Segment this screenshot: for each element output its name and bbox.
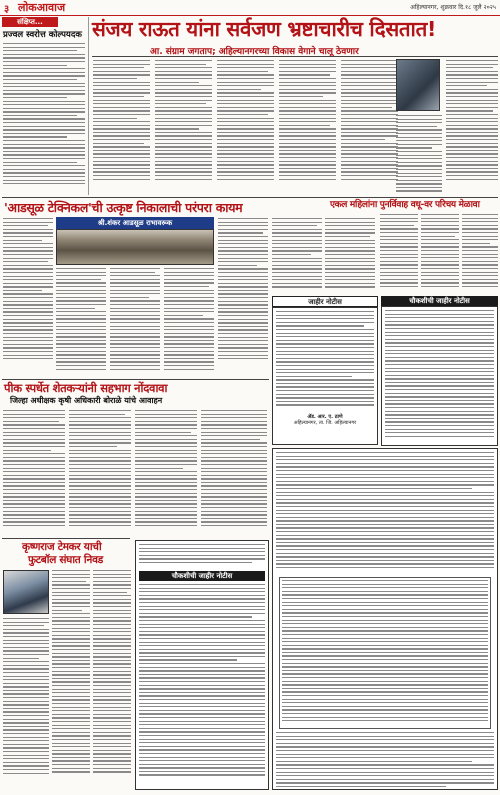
page-number: ३ bbox=[4, 4, 10, 15]
date-line: अहिल्यानगर, शुक्रवार दि.१८ जुलै २०२५ bbox=[410, 4, 496, 11]
story3-text-col-4 bbox=[201, 410, 267, 535]
public-notice-title: जाहीर नोटीस bbox=[272, 296, 378, 307]
story2-text-col-3 bbox=[110, 268, 160, 376]
lead-text-col-2 bbox=[155, 60, 212, 195]
lead-text-col-4 bbox=[279, 60, 336, 195]
students-group-photo bbox=[56, 229, 214, 265]
inquiry-notice-title: चौकशीची जाहीर नोटीस bbox=[139, 571, 265, 581]
sale-notice-box bbox=[381, 306, 498, 446]
story3-text-col-3 bbox=[135, 410, 197, 535]
player-photo bbox=[3, 570, 49, 614]
paper-name: लोकआवाज bbox=[18, 1, 66, 14]
story4-text-col-2 bbox=[93, 570, 131, 790]
lead-text-under-photo bbox=[396, 115, 442, 195]
sale-notice-title: चौकशीची जाहीर नोटीस bbox=[381, 296, 498, 306]
large-notice-box bbox=[272, 448, 498, 790]
lead-text-col-3 bbox=[217, 60, 274, 195]
divider bbox=[92, 56, 498, 57]
lead-text-col-7 bbox=[446, 60, 498, 195]
story3-headline: पीक स्पर्धेत शेतकऱ्यांनी सहभाग नोंदवावा bbox=[4, 381, 168, 395]
story2-text-col-6 bbox=[272, 218, 322, 294]
lead-text-col-1 bbox=[93, 60, 150, 195]
story5-headline: एकल महिलांना पुनर्विवाह वधू-वर परिचय मेळावा bbox=[330, 200, 480, 210]
story2-text-col-2 bbox=[56, 268, 106, 376]
story3-text-col-2 bbox=[69, 410, 131, 535]
story4-headline-line2: फुटबॉल संघात निवड bbox=[28, 554, 103, 566]
story5-text-col-3 bbox=[462, 214, 498, 294]
sankshipt-text bbox=[3, 43, 85, 193]
divider bbox=[2, 197, 498, 198]
inquiry-notice-box bbox=[135, 540, 269, 790]
column-divider bbox=[88, 17, 89, 195]
story2-text-col-4 bbox=[164, 268, 214, 376]
public-notice-box bbox=[272, 307, 378, 445]
story2-photo-banner: श्री.शंकर आडसूळ राभावरूक bbox=[56, 217, 214, 229]
story3-subheadline: जिल्हा अधीक्षक कृषी अधिकारी बोराळे यांचे आवाहन bbox=[10, 396, 163, 405]
advocate-name: ॲड. आर. ए. ठाणे bbox=[307, 414, 343, 420]
story5-text-col-2 bbox=[421, 214, 459, 294]
advocate-office: अहिल्यानगर, ता. जि. अहिल्यानगर bbox=[293, 420, 357, 426]
story4-headline-line1: कृष्णराज टेमकर याची bbox=[22, 541, 102, 553]
divider bbox=[2, 379, 269, 380]
story5-text-col-1 bbox=[380, 214, 418, 294]
story4-text-col-0 bbox=[3, 618, 49, 790]
notice-table bbox=[279, 577, 491, 729]
story2-text-col-1 bbox=[3, 218, 53, 376]
story2-text-col-5 bbox=[218, 218, 268, 376]
story4-text-col-1 bbox=[52, 570, 90, 790]
story3-text-col-1 bbox=[3, 410, 65, 535]
story2-headline: 'आडसूळ टेक्निकल'ची उत्कृष्ट निकालाची परंपरा कायम bbox=[4, 200, 243, 215]
sankshipt-tag: संक्षिप्त... bbox=[2, 17, 58, 27]
lead-text-col-5 bbox=[341, 60, 398, 195]
lead-subheadline: आ. संग्राम जगताप; अहिल्यानगरच्या विकास वेगाने चालू ठेवणार bbox=[150, 47, 359, 57]
lead-headline: संजय राऊत यांना सर्वजण भ्रष्टाचारीच दिसतात! bbox=[92, 17, 437, 41]
middle-text-col bbox=[325, 218, 375, 294]
sankshipt-headline: प्रज्वल स्वरोत्त कोल्पयदक bbox=[3, 30, 82, 40]
divider bbox=[2, 538, 130, 539]
